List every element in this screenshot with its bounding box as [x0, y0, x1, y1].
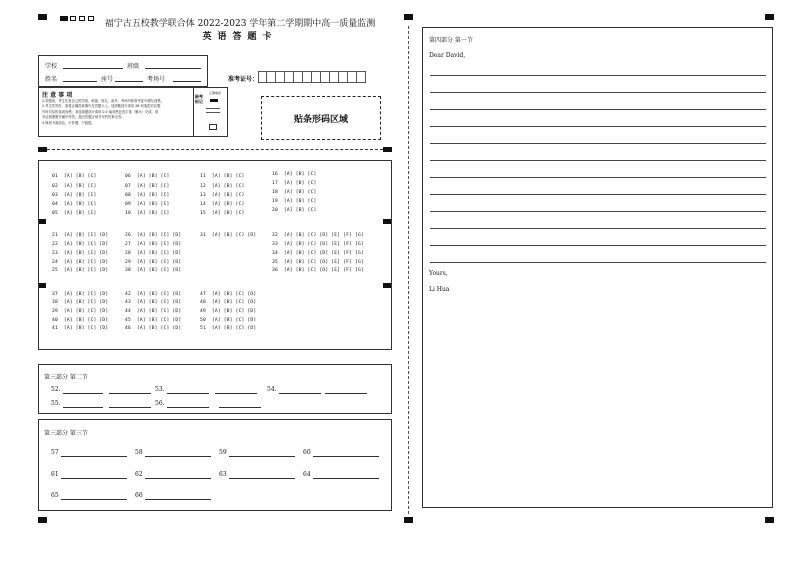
letter-closing: Yours, [429, 270, 448, 277]
digit-box[interactable] [348, 71, 357, 83]
seat-field[interactable] [115, 81, 143, 82]
blank-number: 65 [51, 492, 59, 499]
question-row[interactable]: 02 [A] [B] [C] [52, 184, 97, 189]
writing-line[interactable] [430, 262, 766, 263]
blank-number: 64 [303, 471, 311, 478]
notice-text: 1.答题前，考生先将自己的学校、班级、姓名、座号、考场号和准考证号填写清楚。 2.考生作答时，请将正确答案填写在答题卡上。选择题部分请用 2B 铅笔把对应题 号所对应的选项涂黑；非选择题部分请用 0.5 毫米黑色签字笔（墨水）完成，请 务必按照题号顺序作答，超出答题区域书写的答案无效。 3.保持卡面清洁，不折叠，不破损。 [42, 99, 164, 125]
blank-number: 60 [303, 449, 311, 456]
blank-number: 55. [51, 400, 61, 407]
question-row[interactable]: 22 [A] [B] [C] [D] [52, 242, 109, 247]
question-row[interactable]: 49 [A] [B] [C] [D] [200, 309, 257, 314]
notice-box [38, 87, 228, 137]
question-row[interactable]: 47 [A] [B] [C] [D] [200, 292, 257, 297]
answer-blank[interactable] [61, 478, 127, 479]
digit-box[interactable] [276, 71, 285, 83]
answer-blank[interactable] [61, 499, 127, 500]
answer-blank[interactable] [219, 407, 261, 408]
answer-blank[interactable] [167, 407, 209, 408]
question-row[interactable]: 10 [A] [B] [C] [125, 211, 170, 216]
timing-mark [38, 14, 47, 20]
writing-line[interactable] [430, 92, 766, 93]
answer-blank[interactable] [145, 499, 211, 500]
missing-checkbox[interactable] [209, 124, 217, 130]
question-row[interactable]: 16 [A] [B] [C] [272, 172, 317, 177]
answer-blank[interactable] [229, 478, 295, 479]
question-row[interactable]: 46 [A] [B] [C] [D] [125, 326, 182, 331]
question-row[interactable]: 23 [A] [B] [C] [D] [52, 251, 109, 256]
section-title: 第三部分 第二节 [44, 374, 88, 381]
digit-box[interactable] [330, 71, 339, 83]
question-row[interactable]: 41 [A] [B] [C] [D] [52, 326, 109, 331]
timing-mark [38, 517, 47, 523]
question-row[interactable]: 25 [A] [B] [C] [D] [52, 268, 109, 273]
blank-number: 61 [51, 471, 59, 478]
barcode-area: 贴条形码区域 [261, 96, 381, 140]
question-row[interactable]: 28 [A] [B] [C] [D] [125, 251, 182, 256]
divider [206, 108, 220, 109]
digit-box[interactable] [312, 71, 321, 83]
question-row[interactable]: 29 [A] [B] [C] [D] [125, 260, 182, 265]
writing-line[interactable] [430, 126, 766, 127]
divider [193, 88, 194, 136]
question-row[interactable]: 33 [A] [B] [C] [D] [E] [F] [G] [272, 242, 364, 247]
name-label: 姓名 [45, 76, 58, 83]
blank-number: 54. [267, 386, 277, 393]
question-row[interactable]: 44 [A] [B] [C] [D] [125, 309, 182, 314]
digit-box[interactable] [285, 71, 294, 83]
answer-blank[interactable] [215, 393, 257, 394]
answer-blank[interactable] [63, 407, 103, 408]
answer-blank[interactable] [313, 478, 379, 479]
page-title: 福宁古五校教学联合体 2022-2023 学年第二学期期中高一质量监测 [104, 19, 376, 29]
writing-line[interactable] [430, 245, 766, 246]
blank-number: 62 [135, 471, 143, 478]
question-row[interactable]: 13 [A] [B] [C] [200, 193, 245, 198]
question-row[interactable]: 50 [A] [B] [C] [D] [200, 318, 257, 323]
timing-mark [88, 16, 94, 21]
answer-blank[interactable] [63, 393, 103, 394]
answer-blank[interactable] [109, 407, 151, 408]
question-row[interactable]: 08 [A] [B] [C] [125, 193, 170, 198]
answer-blank[interactable] [109, 393, 151, 394]
question-row[interactable]: 40 [A] [B] [C] [D] [52, 318, 109, 323]
question-row[interactable]: 21 [A] [B] [C] [D] [52, 233, 109, 238]
question-row[interactable]: 39 [A] [B] [C] [D] [52, 309, 109, 314]
question-row[interactable]: 24 [A] [B] [C] [D] [52, 260, 109, 265]
answer-blank[interactable] [279, 393, 321, 394]
seat-label: 座号 [101, 76, 114, 83]
question-row[interactable]: 35 [A] [B] [C] [D] [E] [F] [G] [272, 260, 364, 265]
blank-number: 58 [135, 449, 143, 456]
timing-mark [70, 16, 76, 21]
question-row[interactable]: 34 [A] [B] [C] [D] [E] [F] [G] [272, 251, 364, 256]
exam-number-label: 准考证号： [228, 76, 259, 83]
question-row[interactable]: 03 [A] [B] [C] [52, 193, 97, 198]
timing-mark [765, 517, 774, 523]
writing-line[interactable] [430, 177, 766, 178]
timing-mark [38, 147, 47, 152]
part3-section2-box [38, 364, 392, 414]
writing-line[interactable] [430, 109, 766, 110]
question-row[interactable]: 12 [A] [B] [C] [200, 184, 245, 189]
question-row[interactable]: 48 [A] [B] [C] [D] [200, 300, 257, 305]
class-field[interactable] [145, 68, 201, 69]
question-row[interactable]: 11 [A] [B] [C] [200, 174, 245, 179]
blank-number: 53. [155, 386, 165, 393]
question-row[interactable]: 06 [A] [B] [C] [125, 174, 170, 179]
writing-line[interactable] [430, 143, 766, 144]
question-row[interactable]: 45 [A] [B] [C] [D] [125, 318, 182, 323]
room-field[interactable] [173, 81, 201, 82]
page-subtitle: 英语答题卡 [202, 32, 278, 42]
student-info-box [38, 55, 208, 87]
part3-section3-box [38, 419, 392, 511]
question-row[interactable]: 31 [A] [B] [C] [D] [200, 233, 257, 238]
digit-box[interactable] [294, 71, 303, 83]
question-row[interactable]: 20 [A] [B] [C] [272, 208, 317, 213]
notice-title: 注 意 事 项 [42, 92, 73, 99]
blank-number: 57 [51, 449, 59, 456]
digit-box[interactable] [267, 71, 276, 83]
timing-mark [60, 16, 68, 21]
writing-line[interactable] [430, 160, 766, 161]
answer-blank[interactable] [145, 478, 211, 479]
class-label: 班级 [127, 63, 140, 70]
answer-blank[interactable] [145, 456, 211, 457]
blank-number: 66 [135, 492, 143, 499]
question-row[interactable]: 30 [A] [B] [C] [D] [125, 268, 182, 273]
question-row[interactable]: 32 [A] [B] [C] [D] [E] [F] [G] [272, 233, 364, 238]
digit-box[interactable] [339, 71, 348, 83]
question-row[interactable]: 36 [A] [B] [C] [D] [E] [F] [G] [272, 268, 364, 273]
question-row[interactable]: 42 [A] [B] [C] [D] [125, 292, 182, 297]
answer-blank[interactable] [229, 456, 295, 457]
question-row[interactable]: 17 [A] [B] [C] [272, 181, 317, 186]
question-row[interactable]: 51 [A] [B] [C] [D] [200, 326, 257, 331]
fold-line [408, 26, 409, 514]
writing-line[interactable] [430, 75, 766, 76]
question-row[interactable]: 19 [A] [B] [C] [272, 199, 317, 204]
cut-line [47, 149, 383, 150]
question-row[interactable]: 37 [A] [B] [C] [D] [52, 292, 109, 297]
question-row[interactable]: 26 [A] [B] [C] [D] [125, 233, 182, 238]
digit-box[interactable] [303, 71, 312, 83]
missing-label: 缺考标记 [195, 94, 203, 104]
question-row[interactable]: 38 [A] [B] [C] [D] [52, 300, 109, 305]
timing-mark [79, 16, 85, 21]
question-row[interactable]: 43 [A] [B] [C] [D] [125, 300, 182, 305]
letter-signature: Li Hua [429, 286, 450, 293]
answer-blank[interactable] [325, 393, 367, 394]
question-row[interactable]: 14 [A] [B] [C] [200, 202, 245, 207]
question-row[interactable]: 05 [A] [B] [C] [52, 211, 97, 216]
fill-example-label: 正确填涂 [208, 91, 221, 95]
writing-line[interactable] [430, 194, 766, 195]
question-row[interactable]: 01 [A] [B] [C] [52, 174, 97, 179]
name-field[interactable] [63, 81, 97, 82]
section-title: 第四部分 第一节 [429, 37, 473, 44]
question-row[interactable]: 18 [A] [B] [C] [272, 190, 317, 195]
answer-blank[interactable] [313, 456, 379, 457]
question-row[interactable]: 15 [A] [B] [C] [200, 211, 245, 216]
answer-blank[interactable] [61, 456, 127, 457]
blank-number: 56. [155, 400, 165, 407]
blank-number: 63 [219, 471, 227, 478]
question-row[interactable]: 09 [A] [B] [C] [125, 202, 170, 207]
fill-example [210, 99, 218, 102]
timing-mark [383, 147, 392, 152]
writing-line[interactable] [430, 228, 766, 229]
digit-box[interactable] [321, 71, 330, 83]
question-row[interactable]: 07 [A] [B] [C] [125, 184, 170, 189]
timing-mark [404, 517, 413, 523]
school-label: 学校 [45, 63, 58, 70]
answer-blank[interactable] [167, 393, 209, 394]
divider [206, 112, 220, 113]
letter-greeting: Dear David, [429, 52, 466, 59]
writing-area [422, 27, 773, 508]
room-label: 考场号 [147, 76, 166, 83]
exam-number-boxes[interactable] [258, 71, 366, 83]
school-field[interactable] [63, 68, 123, 69]
blank-number: 59 [219, 449, 227, 456]
section-title: 第三部分 第三节 [44, 430, 88, 437]
writing-line[interactable] [430, 211, 766, 212]
digit-box[interactable] [258, 71, 267, 83]
blank-number: 52. [51, 386, 61, 393]
question-row[interactable]: 27 [A] [B] [C] [D] [125, 242, 182, 247]
question-row[interactable]: 04 [A] [B] [C] [52, 202, 97, 207]
timing-mark [765, 14, 774, 20]
timing-mark [404, 14, 413, 20]
digit-box[interactable] [357, 71, 366, 83]
